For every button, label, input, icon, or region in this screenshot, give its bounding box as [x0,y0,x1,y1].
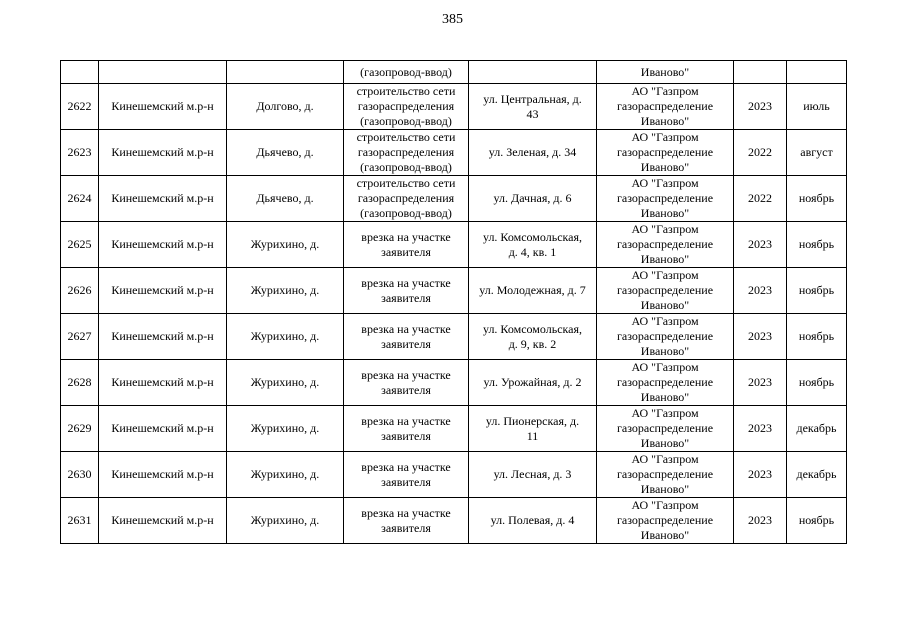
cell-work [344,452,469,498]
cell-year: 2023 [734,314,787,360]
cell-address-line: ул. Комсомольская, [482,321,583,336]
cell-work [344,498,469,544]
cell-work [344,84,469,130]
cell-org-line: АО "Газпром [631,406,699,420]
cell-work-line: врезка на участке [361,367,451,382]
cell-settlement: Дьячево, д. [227,130,344,176]
cell-address [469,130,597,176]
cell-org [597,452,734,498]
table-row [61,498,847,544]
cell-address-line: ул. Молодежная, д. 7 [479,283,586,297]
table-row [61,222,847,268]
cell-year: 2023 [734,84,787,130]
cell-org-line: газораспределение [616,467,714,481]
cell-org [597,314,734,360]
cell-address-line: ул. Лесная, д. 3 [493,467,572,481]
cell-org-line: АО "Газпром [631,84,699,98]
cell-org-line: Иваново" [640,298,690,312]
cell-org [597,498,734,544]
cell-org: Иваново" [597,61,734,84]
cell-num: 2625 [61,222,99,268]
cell-year: 2023 [734,268,787,314]
cell-year: 2023 [734,498,787,544]
cell-address-line: ул. Дачная, д. 6 [493,191,572,205]
cell-org-line: Иваново" [640,528,690,542]
cell-org-line: газораспределение [616,329,714,343]
cell-work-line: заявителя [381,336,431,351]
table-row [61,176,847,222]
cell-district: Кинешемский м.р-н [99,84,227,130]
cell-month: декабрь [787,452,847,498]
cell-address [469,314,597,360]
cell-org [597,176,734,222]
table-row [61,314,847,360]
cell-num: 2626 [61,268,99,314]
cell-settlement: Журихино, д. [227,222,344,268]
cell-work-line: заявителя [381,520,431,535]
cell-address [469,222,597,268]
cell-num: 2623 [61,130,99,176]
cell-work [344,176,469,222]
cell-org-line: газораспределение [616,375,714,389]
cell-address [469,360,597,406]
cell-work-line: газораспределения [357,99,455,113]
cell-org-line: АО "Газпром [631,268,699,282]
cell-month: декабрь [787,406,847,452]
cell-address-line: ул. Полевая, д. 4 [490,513,575,527]
cell-year: 2022 [734,130,787,176]
cell-org-line: газораспределение [616,283,714,297]
cell-org-line: газораспределение [616,99,714,113]
cell-work-line: строительство сети [356,84,456,98]
cell-num: 2627 [61,314,99,360]
cell-work-line: строительство сети [356,176,456,190]
table-row [61,452,847,498]
cell-settlement: Журихино, д. [227,406,344,452]
cell-work-line: заявителя [381,428,431,443]
cell-address-line: ул. Комсомольская, [482,229,583,244]
cell-address-line: 43 [526,106,539,121]
cell-org-line: газораспределение [616,237,714,251]
cell-settlement: Дьячево, д. [227,176,344,222]
cell-year: 2023 [734,360,787,406]
continuation-row [61,61,847,84]
cell-work-line: заявителя [381,244,431,259]
cell-settlement [227,61,344,84]
cell-org [597,268,734,314]
cell-address [469,498,597,544]
cell-org-line: АО "Газпром [631,222,699,236]
cell-year: 2023 [734,222,787,268]
cell-work-line: (газопровод-ввод) [360,206,452,220]
cell-month: июль [787,84,847,130]
table-row [61,268,847,314]
cell-month: ноябрь [787,314,847,360]
cell-month: ноябрь [787,498,847,544]
cell-org-line: газораспределение [616,191,714,205]
cell-district: Кинешемский м.р-н [99,176,227,222]
cell-district: Кинешемский м.р-н [99,406,227,452]
cell-work-line: врезка на участке [361,321,451,336]
cell-work-line: врезка на участке [361,275,451,290]
cell-org [597,406,734,452]
page-number: 385 [442,12,463,27]
cell-month: ноябрь [787,268,847,314]
cell-org-line: Иваново" [640,114,690,128]
cell-work [344,130,469,176]
cell-num: 2624 [61,176,99,222]
cell-num: 2629 [61,406,99,452]
cell-org-line: Иваново" [640,344,690,358]
cell-district: Кинешемский м.р-н [99,360,227,406]
cell-work-line: газораспределения [357,145,455,159]
cell-work [344,268,469,314]
cell-settlement: Журихино, д. [227,268,344,314]
cell-org-line: Иваново" [640,160,690,174]
cell-org-line: Иваново" [640,482,690,496]
cell-num: 2628 [61,360,99,406]
cell-work [344,360,469,406]
cell-work-line: врезка на участке [361,505,451,520]
cell-org-line: АО "Газпром [631,130,699,144]
cell-work-line: врезка на участке [361,459,451,474]
gasification-table [60,60,847,544]
cell-work-line: врезка на участке [361,413,451,428]
cell-work-line: врезка на участке [361,229,451,244]
cell-org [597,222,734,268]
cell-district [99,61,227,84]
cell-district: Кинешемский м.р-н [99,222,227,268]
cell-district: Кинешемский м.р-н [99,314,227,360]
cell-settlement: Журихино, д. [227,360,344,406]
table-row [61,130,847,176]
cell-org-line: АО "Газпром [631,360,699,374]
cell-org-line: Иваново" [640,436,690,450]
cell-district: Кинешемский м.р-н [99,268,227,314]
cell-work-line: газораспределения [357,191,455,205]
table-row [61,84,847,130]
cell-org-line: АО "Газпром [631,452,699,466]
cell-org-line: АО "Газпром [631,314,699,328]
cell-month: август [787,130,847,176]
cell-address-line: ул. Центральная, д. [483,91,582,106]
cell-num: 2622 [61,84,99,130]
cell-address-line: ул. Пионерская, д. [485,413,580,428]
cell-org-line: газораспределение [616,421,714,435]
cell-year: 2023 [734,406,787,452]
cell-address [469,84,597,130]
cell-org-line: Иваново" [640,206,690,220]
cell-address-line: ул. Зеленая, д. 34 [488,145,577,159]
cell-month: ноябрь [787,360,847,406]
cell-org-line: АО "Газпром [631,498,699,512]
table-body [61,61,847,544]
cell-year: 2023 [734,452,787,498]
cell-org [597,84,734,130]
cell-num: 2630 [61,452,99,498]
cell-address [469,61,597,84]
cell-month: ноябрь [787,222,847,268]
cell-year [734,61,787,84]
cell-work-line: заявителя [381,290,431,305]
cell-work-line: (газопровод-ввод) [360,160,452,174]
cell-address [469,176,597,222]
cell-address [469,406,597,452]
cell-org-line: газораспределение [616,513,714,527]
cell-year: 2022 [734,176,787,222]
cell-district: Кинешемский м.р-н [99,452,227,498]
cell-num [61,61,99,84]
cell-org-line: Иваново" [640,390,690,404]
cell-org [597,130,734,176]
cell-work-line: строительство сети [356,130,456,144]
cell-address-line: д. 4, кв. 1 [508,244,557,259]
cell-org-line: газораспределение [616,145,714,159]
cell-work-line: (газопровод-ввод) [360,114,452,128]
cell-settlement: Журихино, д. [227,314,344,360]
cell-work-line: заявителя [381,382,431,397]
cell-address-line: д. 9, кв. 2 [508,336,557,351]
cell-work: (газопровод-ввод) [344,61,469,84]
cell-month [787,61,847,84]
cell-settlement: Журихино, д. [227,452,344,498]
cell-address-line: ул. Урожайная, д. 2 [483,375,582,389]
table-row [61,406,847,452]
cell-work [344,314,469,360]
cell-work [344,222,469,268]
cell-work [344,406,469,452]
cell-org-line: Иваново" [640,252,690,266]
cell-org [597,360,734,406]
cell-month: ноябрь [787,176,847,222]
cell-district: Кинешемский м.р-н [99,498,227,544]
cell-address [469,452,597,498]
cell-address [469,268,597,314]
cell-settlement: Долгово, д. [227,84,344,130]
cell-num: 2631 [61,498,99,544]
cell-org-line: АО "Газпром [631,176,699,190]
table-row [61,360,847,406]
cell-settlement: Журихино, д. [227,498,344,544]
cell-work-line: заявителя [381,474,431,489]
cell-address-line: 11 [526,428,539,443]
cell-district: Кинешемский м.р-н [99,130,227,176]
